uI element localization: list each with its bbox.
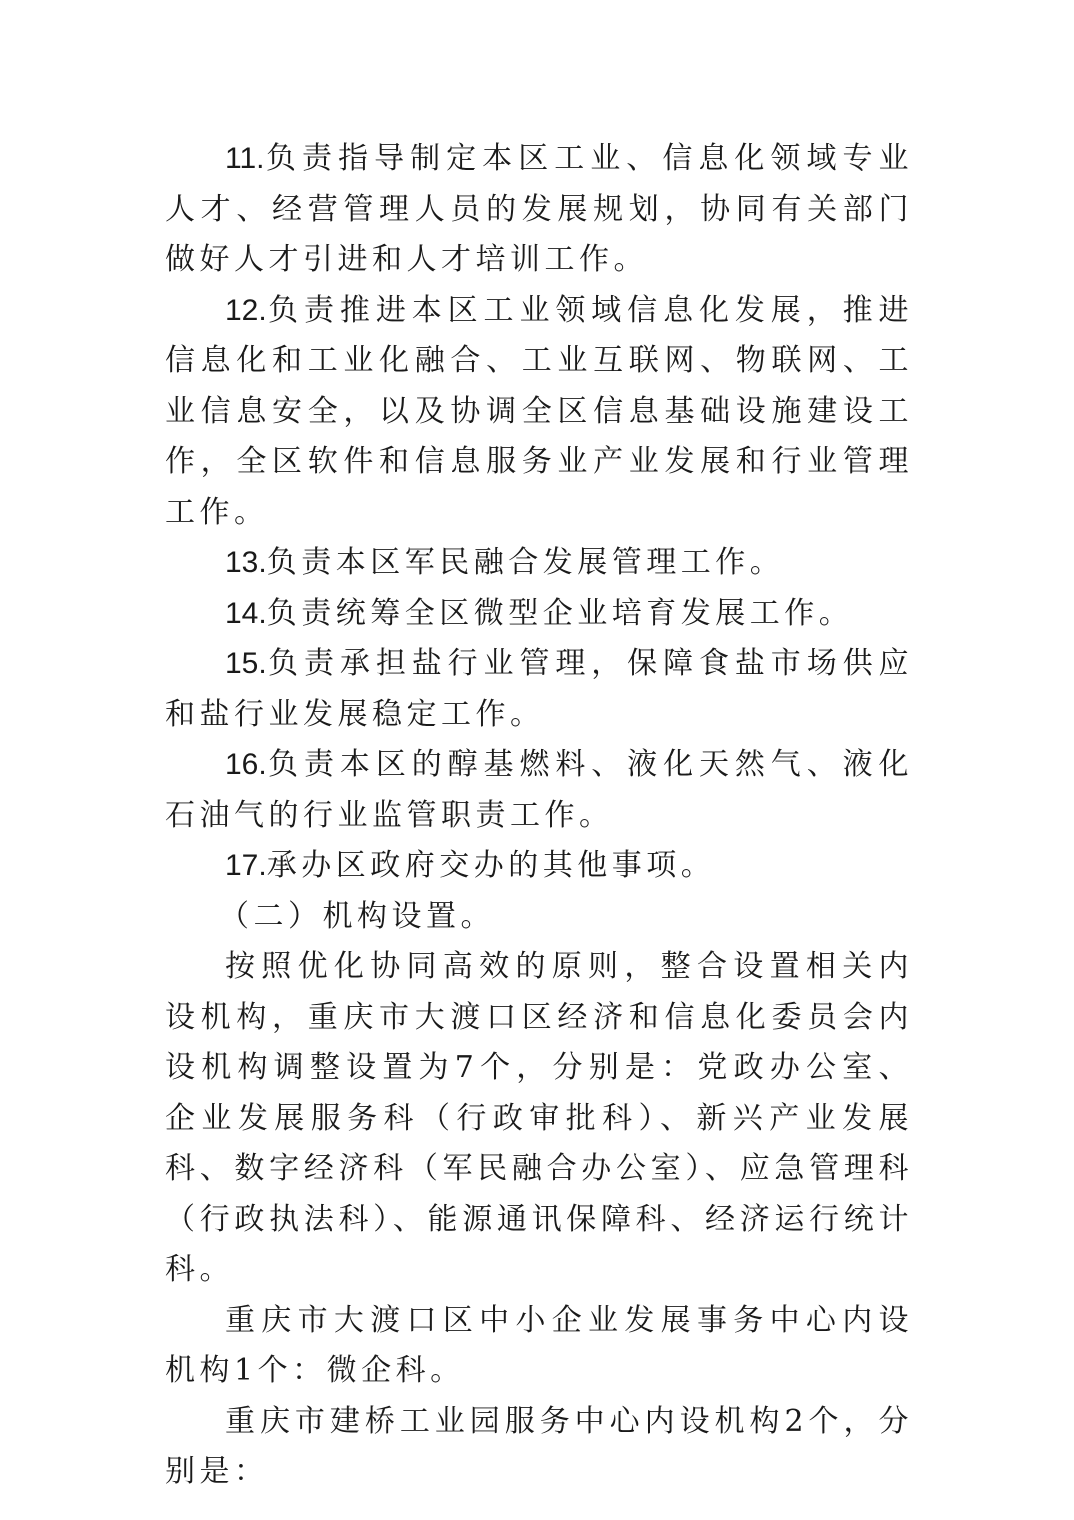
item-number: 12. (225, 293, 267, 327)
item-text: 承办区政府交办的其他事项。 (266, 848, 716, 883)
item-text: 负责承担盐行业管理，保障食盐市场供应和盐行业发展稳定工作。 (165, 646, 913, 732)
duty-item-11 (165, 134, 913, 286)
body-paragraph-sme-center: 重庆市大渡口区中小企业发展事务中心内设机构1个：微企科。 (165, 1302, 913, 1388)
item-number: 13. (225, 546, 267, 579)
duty-item-15 (165, 639, 913, 740)
item-text: 负责本区的醇基燃料、液化天然气、液化石油气的行业监管职责工作。 (165, 747, 913, 833)
item-number: 17. (225, 849, 267, 882)
item-number: 14. (225, 596, 267, 630)
item-number: 15. (225, 647, 267, 680)
body-paragraph-jianqiao-park: 重庆市建桥工业园服务中心内设机构2个，分别是： (165, 1403, 913, 1489)
item-number: 11. (225, 142, 265, 175)
duty-item-12 (165, 286, 913, 539)
item-number: 16. (225, 748, 267, 781)
document-body (165, 134, 913, 1498)
duty-item-17 (165, 841, 913, 892)
item-text: 负责推进本区工业领域信息化发展，推进信息化和工业化融合、工业互联网、物联网、工业信息安全，以及协调全区信息基础设施建设工作，全区软件和信息服务业产业发展和行业管理工作。 (165, 292, 913, 530)
duty-item-14 (165, 589, 913, 640)
section-heading: （二）机构设置。 (219, 898, 495, 934)
item-text: 负责本区军民融合发展管理工作。 (266, 545, 785, 580)
body-paragraph-institutions: 按照优化协同高效的原则，整合设置相关内设机构，重庆市大渡口区经济和信息化委员会内设机构调整设置为7个，分别是：党政办公室、企业发展服务科（行政审批科）、新兴产业发展科、数字经济科（军民融合办公室）、应急管理科（行政执法科）、能源通讯保障科、经济运行统计科。 (165, 949, 913, 1287)
duty-item-13 (165, 538, 913, 589)
item-text: 负责指导制定本区工业、信息化领域专业人才、经营管理人员的发展规划，协同有关部门做好人才引进和人才培训工作。 (165, 141, 913, 277)
duty-item-16 (165, 740, 913, 841)
item-text: 负责统筹全区微型企业培育发展工作。 (266, 595, 854, 631)
